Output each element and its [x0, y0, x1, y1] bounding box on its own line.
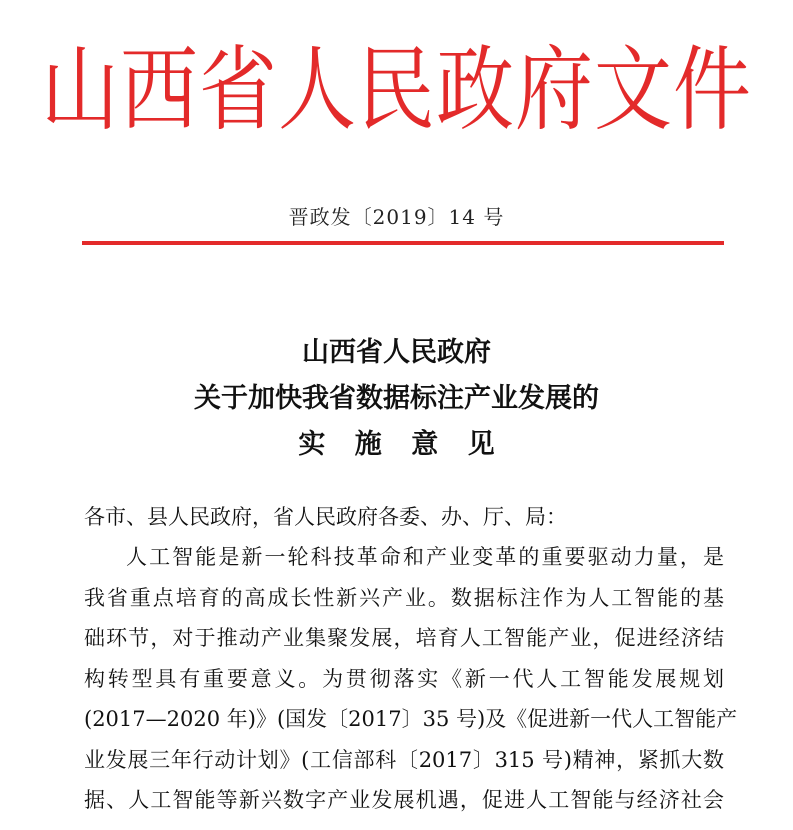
document-number: 晋政发〔2019〕14 号	[288, 205, 505, 229]
paragraph-line: 我省重点培育的高成长性新兴产业。数据标注作为人工智能的基	[84, 585, 724, 610]
red-divider-line	[82, 241, 724, 245]
salutation: 各市、县人民政府，省人民政府各委、办、厅、局：	[84, 505, 567, 529]
paragraph-line: 业发展三年行动计划》(工信部科〔2017〕315 号)精神，紧抓大数	[84, 747, 724, 772]
paragraph-line: 础环节，对于推动产业集聚发展，培育人工智能产业，促进经济结	[84, 626, 724, 650]
paragraph-line: (2017—2020 年)》(国发〔2017〕35 号)及《促进新一代人工智能产	[84, 707, 738, 731]
document-title	[0, 330, 793, 468]
paragraph-line: 人工智能是新一轮科技革命和产业变革的重要驱动力量，是	[126, 545, 724, 569]
paragraph-line: 据、人工智能等新兴数字产业发展机遇，促进人工智能与经济社会	[84, 788, 724, 812]
document-body	[84, 497, 738, 821]
title-line-issuer: 山西省人民政府	[302, 337, 491, 368]
title-line-type: 实 施 意 见	[298, 429, 505, 460]
paragraph-line: 构转型具有重要意义。为贯彻落实《新一代人工智能发展规划	[84, 666, 724, 691]
title-line-subject: 关于加快我省数据标注产业发展的	[194, 383, 599, 414]
masthead-title: 山西省人民政府文件	[40, 37, 752, 144]
